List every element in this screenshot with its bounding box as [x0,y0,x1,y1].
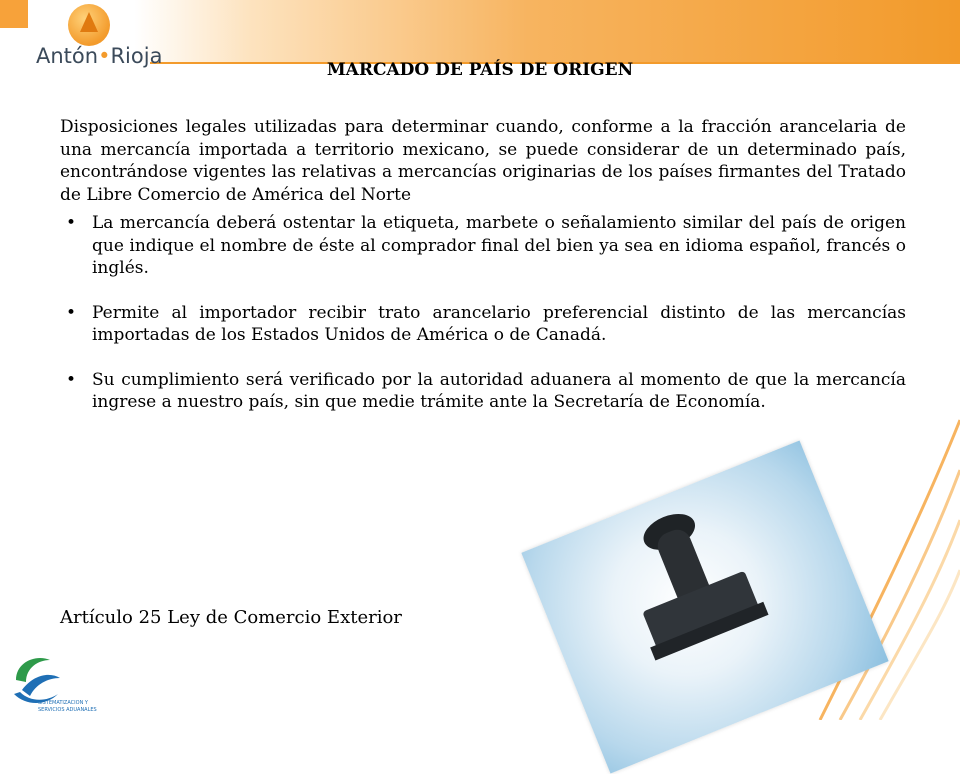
bullet-icon: • [66,302,77,323]
aduanas-logo-line1: SISTEMATIZACION Y [38,700,88,706]
list-item [60,369,906,414]
page-title: MARCADO DE PAÍS DE ORIGEN [326,60,634,80]
list-item [60,302,906,347]
slide-body [60,116,906,436]
bullet-text: La mercancía deberá ostentar la etiqueta, marbete o señalamiento similar del país de origen que indique el nombre de éste al comprador final del bien ya sea en idioma español, francés o inglés. [92,213,906,278]
legal-reference: Artículo 25 Ley de Comercio Exterior [60,607,402,628]
logo-dot: • [98,44,111,68]
logo-name-left: Antón [36,44,99,68]
bullet-list [60,212,906,414]
aduanas-logo-mark [8,650,118,720]
bullet-text: Su cumplimiento será verificado por la autoridad aduanera al momento de que la mercancía ingrese a nuestro país, sin que medie trámite ante la Secretaría de Economía. [92,369,906,412]
intro-paragraph: Disposiciones legales utilizadas para determinar cuando, conforme a la fracción arancelaria de una mercancía importada a territorio mexicano, se puede considerar de un determinado país, encontrándose vigentes las relativas a mercancías originarias de los países firmantes del Tratado de Libre Comercio de América del Norte [60,117,906,205]
bullet-icon: • [66,369,77,390]
bullet-text: Permite al importador recibir trato arancelario preferencial distinto de las mercancías importadas de los Estados Unidos de América o de Canadá. [92,302,906,345]
aduanas-logo-line2: SERVICIOS ADUANALES [38,707,97,713]
logo-emblem-triangle [80,12,98,32]
logo-name-right: Rioja [110,44,163,68]
bullet-icon: • [66,213,77,233]
list-item [60,212,906,280]
aduanas-logo [8,650,118,720]
